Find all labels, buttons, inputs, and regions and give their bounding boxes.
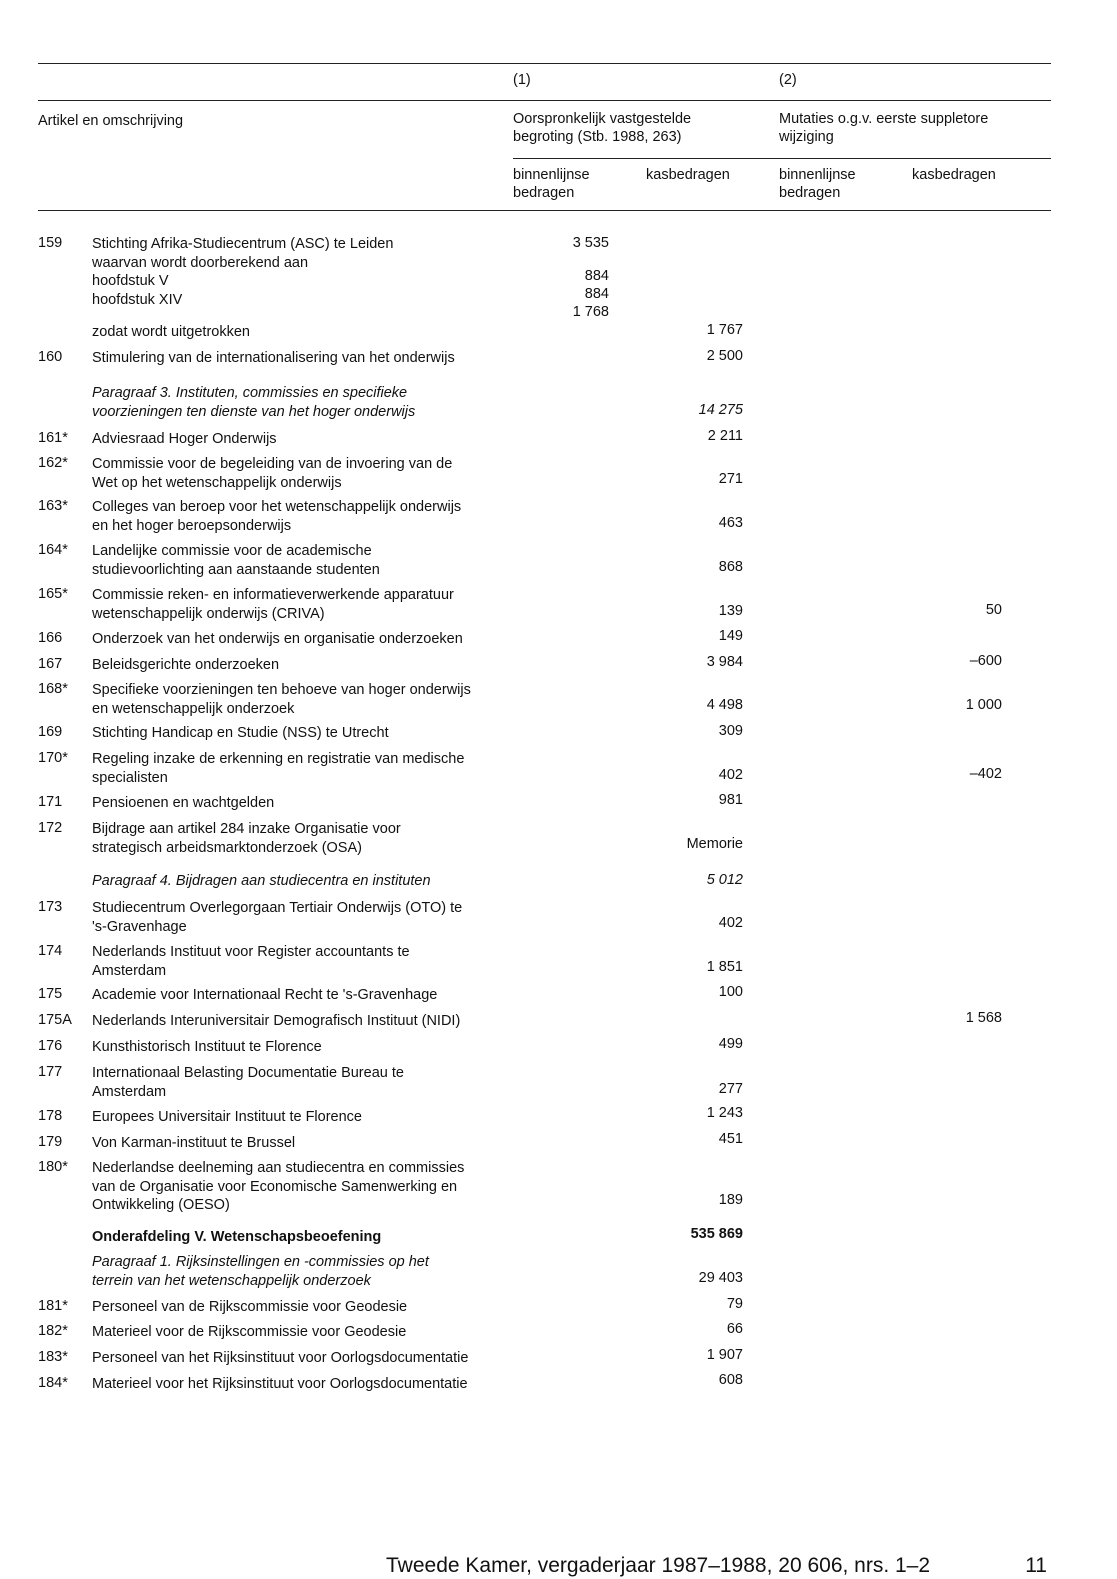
col2-binnen-header: binnenlijnse bedragen <box>779 167 856 201</box>
page-number: 11 <box>1025 1554 1047 1577</box>
article-description: Regeling inzake de erkenning en registratie van medische specialisten <box>92 751 465 786</box>
binnen-value: 884 <box>584 286 609 302</box>
article-description: Internationaal Belasting Documentatie Bureau te Amsterdam <box>92 1065 404 1100</box>
article-number: 173 <box>38 899 63 915</box>
kas-value: 868 <box>718 559 743 575</box>
article-number: 181* <box>38 1298 68 1314</box>
article-number: 165* <box>38 586 68 602</box>
col1-title: Oorspronkelijk vastgestelde begroting (Stb. 1988, 263) <box>513 111 692 145</box>
mutation-kas-value: 1 568 <box>965 1010 1002 1026</box>
section-total: 14 275 <box>698 402 743 418</box>
kas-value: 402 <box>718 915 743 931</box>
binnen-value: 884 <box>584 268 609 284</box>
article-number: 179 <box>38 1134 63 1150</box>
kas-value: 1 851 <box>706 959 743 975</box>
kas-value: 608 <box>718 1372 743 1388</box>
section-heading: Paragraaf 4. Bijdragen aan studiecentra en instituten <box>92 873 431 889</box>
article-description: Materieel voor het Rijksinstituut voor Oorlogsdocumentatie <box>92 1376 468 1392</box>
kas-value: 149 <box>718 628 743 644</box>
kas-value: 981 <box>718 792 743 808</box>
article-number: 175 <box>38 986 63 1002</box>
article-description: Stichting Afrika-Studiecentrum (ASC) te Leiden waarvan wordt doorberekend aan hoofdstuk V hoofdstuk XIV <box>92 236 394 308</box>
section-total: 535 869 <box>690 1226 743 1242</box>
article-description: Studiecentrum Overlegorgaan Tertiair Onderwijs (OTO) te 's-Gravenhage <box>92 900 463 935</box>
kas-value: 79 <box>726 1296 743 1312</box>
kas-value: 189 <box>718 1192 743 1208</box>
article-number: 162* <box>38 455 68 471</box>
kas-value: 4 498 <box>706 697 743 713</box>
kas-value: 100 <box>718 984 743 1000</box>
article-description: Personeel van de Rijkscommissie voor Geodesie <box>92 1299 408 1315</box>
kas-value: 2 211 <box>707 428 743 444</box>
article-description: Commissie reken- en informatieverwerkende apparatuur wetenschappelijk onderwijs (CRIVA) <box>92 587 454 622</box>
col1-binnen-header: binnenlijnse bedragen <box>513 167 590 201</box>
kas-value: 309 <box>718 723 743 739</box>
article-description: Stimulering van de internationalisering van het onderwijs <box>92 350 455 366</box>
article-description: Academie voor Internationaal Recht te 's-Gravenhage <box>92 987 438 1003</box>
kas-value: 139 <box>718 603 743 619</box>
article-description: Beleidsgerichte onderzoeken <box>92 657 280 673</box>
header-bottom-rule <box>38 210 1051 211</box>
article-number: 175A <box>38 1012 72 1028</box>
article-label: Artikel en omschrijving <box>38 113 184 129</box>
kas-value: 271 <box>718 471 743 487</box>
section-total: 29 403 <box>698 1270 743 1286</box>
article-number: 176 <box>38 1038 63 1054</box>
article-number: 184* <box>38 1375 68 1391</box>
article-description: Kunsthistorisch Instituut te Florence <box>92 1039 322 1055</box>
article-description: Europees Universitair Instituut te Florence <box>92 1109 362 1125</box>
article-description: Personeel van het Rijksinstituut voor Oorlogsdocumentatie <box>92 1350 469 1366</box>
header-rule <box>38 100 1051 101</box>
article-number: 177 <box>38 1064 63 1080</box>
kas-value: 3 984 <box>706 654 743 670</box>
article-description: Pensioenen en wachtgelden <box>92 795 275 811</box>
kas-value: 1 767 <box>706 322 743 338</box>
article-number: 182* <box>38 1323 68 1339</box>
kas-value: 402 <box>718 767 743 783</box>
page-footer: Tweede Kamer, vergaderjaar 1987–1988, 20 606, nrs. 1–2 <box>386 1554 931 1577</box>
kas-value: 1 243 <box>706 1105 743 1121</box>
mutation-kas-value: –600 <box>969 653 1002 669</box>
col2-number: (2) <box>779 72 797 88</box>
article-description: zodat wordt uitgetrokken <box>92 324 250 340</box>
article-number: 180* <box>38 1159 68 1175</box>
mutation-kas-value: 1 000 <box>965 697 1002 713</box>
section-heading: Onderafdeling V. Wetenschapsbeoefening <box>92 1229 382 1245</box>
col2-title: Mutaties o.g.v. eerste suppletore wijziging <box>779 111 989 145</box>
col2-kas-header: kasbedragen <box>912 167 996 183</box>
section-total: 5 012 <box>706 872 743 888</box>
article-description: Von Karman-instituut te Brussel <box>92 1135 296 1151</box>
article-description: Nederlands Instituut voor Register accountants te Amsterdam <box>92 944 410 979</box>
kas-value: 499 <box>718 1036 743 1052</box>
kas-value: 463 <box>718 515 743 531</box>
article-description: Materieel voor de Rijkscommissie voor Geodesie <box>92 1324 407 1340</box>
col1-number: (1) <box>513 72 531 88</box>
article-number: 159 <box>38 235 63 251</box>
article-number: 183* <box>38 1349 68 1365</box>
kas-value: 66 <box>726 1321 743 1337</box>
kas-value: 2 500 <box>706 348 743 364</box>
article-number: 178 <box>38 1108 63 1124</box>
article-description: Nederlandse deelneming aan studiecentra en commissies van de Organisatie voor Economische Samenwerking en Ontwikkeling (OESO) <box>92 1160 465 1213</box>
article-number: 172 <box>38 820 63 836</box>
kas-value: 277 <box>718 1081 743 1097</box>
kas-value: 451 <box>718 1131 743 1147</box>
article-number: 174 <box>38 943 63 959</box>
article-number: 168* <box>38 681 68 697</box>
article-number: 171 <box>38 794 63 810</box>
subheader-rule <box>513 158 1051 159</box>
article-number: 166 <box>38 630 63 646</box>
article-description: Stichting Handicap en Studie (NSS) te Utrecht <box>92 725 389 741</box>
article-description: Specifieke voorzieningen ten behoeve van hoger onderwijs en wetenschappelijk onderzoek <box>92 682 471 717</box>
section-heading: Paragraaf 1. Rijksinstellingen en -commissies op het terrein van het wetenschappelijk onderzoek <box>92 1254 429 1289</box>
article-number: 164* <box>38 542 68 558</box>
mutation-kas-value: –402 <box>969 766 1002 782</box>
article-number: 169 <box>38 724 63 740</box>
article-description: Onderzoek van het onderwijs en organisatie onderzoeken <box>92 631 463 647</box>
article-description: Adviesraad Hoger Onderwijs <box>92 431 277 447</box>
binnen-value: 3 535 <box>572 235 609 251</box>
article-description: Colleges van beroep voor het wetenschappelijk onderwijs en het hoger beroepsonderwijs <box>92 499 462 534</box>
article-description: Bijdrage aan artikel 284 inzake Organisatie voor strategisch arbeidsmarktonderzoek (OSA) <box>92 821 401 856</box>
binnen-value: 1 768 <box>572 304 609 320</box>
kas-value: Memorie <box>686 836 743 852</box>
article-number: 167 <box>38 656 63 672</box>
kas-value: 1 907 <box>706 1347 743 1363</box>
article-number: 161* <box>38 430 68 446</box>
section-heading: Paragraaf 3. Instituten, commissies en specifieke voorzieningen ten dienste van het hoger onderwijs <box>92 385 416 420</box>
article-description: Landelijke commissie voor de academische studievoorlichting aan aanstaande studenten <box>92 543 380 578</box>
article-description: Commissie voor de begeleiding van de invoering van de Wet op het wetenschappelijk onderwijs <box>92 456 453 491</box>
mutation-kas-value: 50 <box>985 602 1002 618</box>
article-description: Nederlands Interuniversitair Demografisch Instituut (NIDI) <box>92 1013 461 1029</box>
article-number: 160 <box>38 349 63 365</box>
col1-kas-header: kasbedragen <box>646 167 730 183</box>
article-number: 170* <box>38 750 68 766</box>
article-number: 163* <box>38 498 68 514</box>
top-rule <box>38 63 1051 64</box>
